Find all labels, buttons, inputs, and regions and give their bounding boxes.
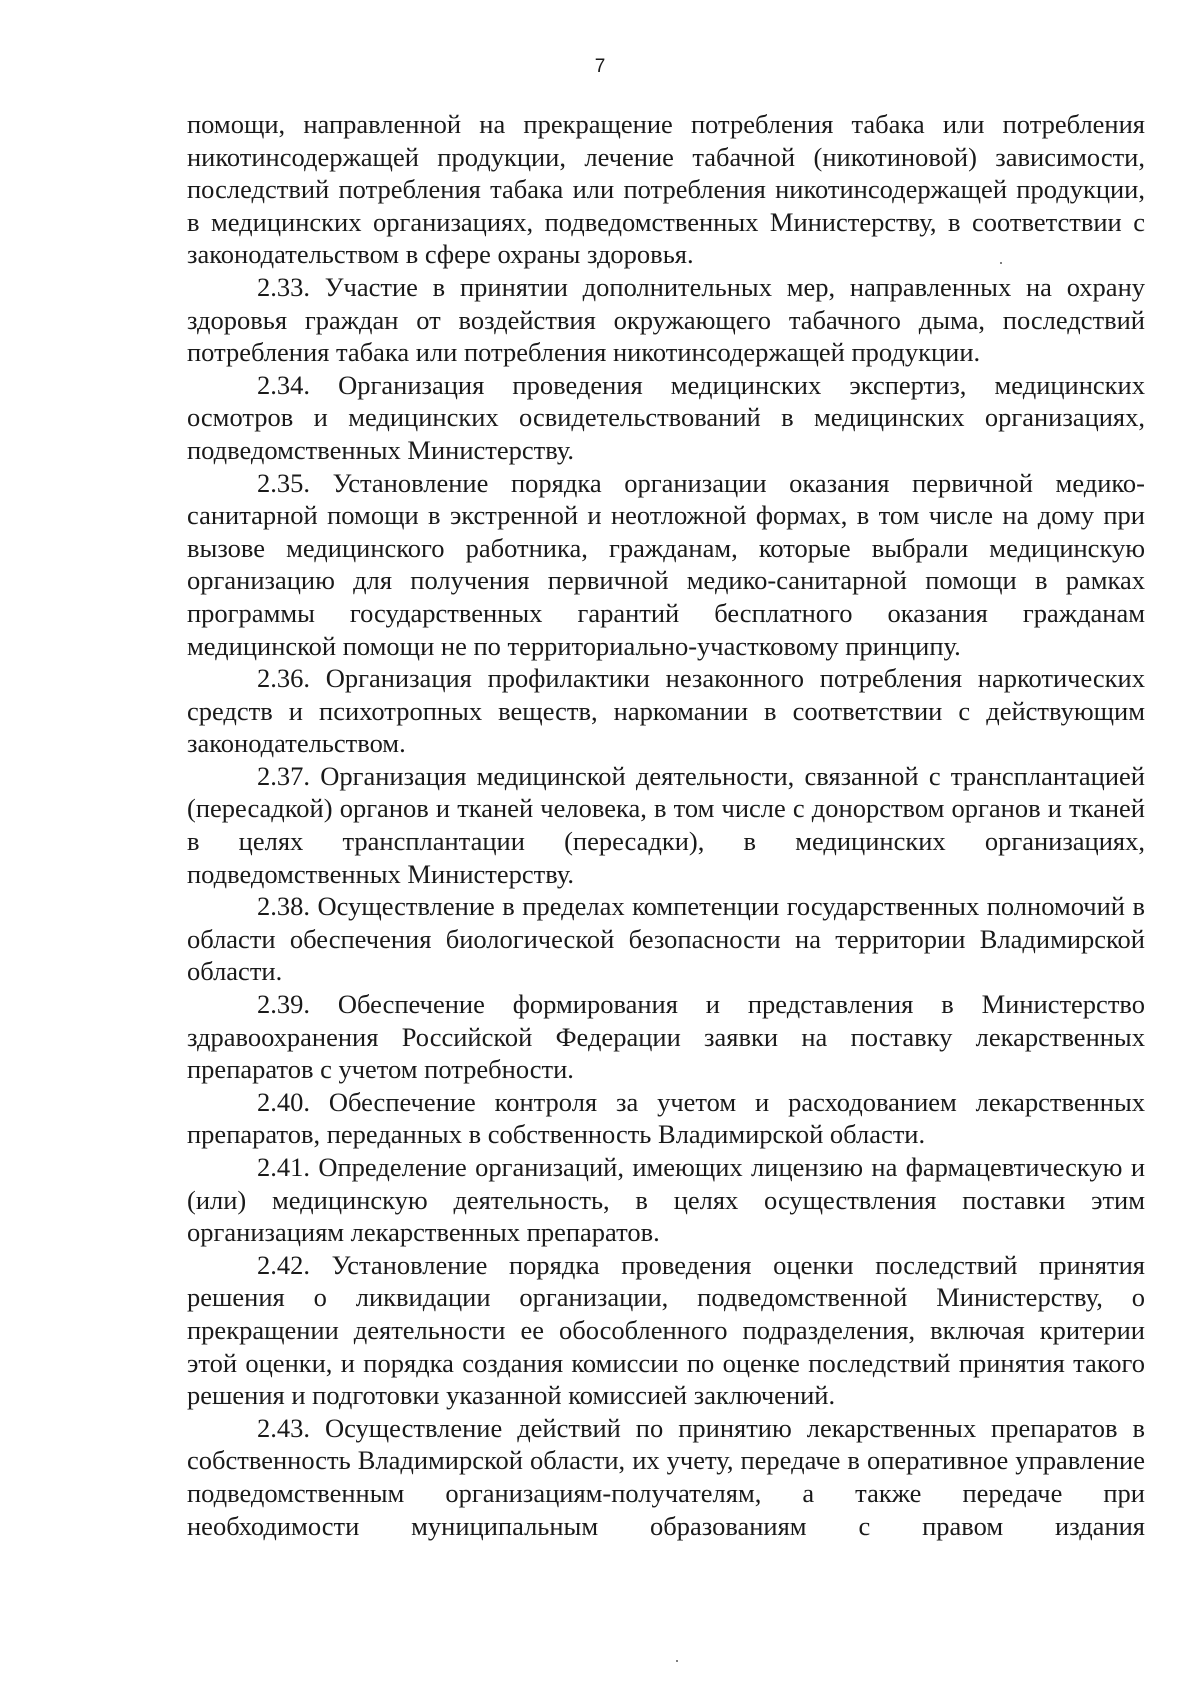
- scan-speck: [676, 1660, 678, 1662]
- paragraph-2-35: 2.35. Установление порядка организации оказания первичной медико-санитарной помощи в экстренной и неотложной формах, в том числе на дому при вызове медицинского работника, гражданам, которые выбрали медицинскую организацию для получения первичной медико-санитарной помощи в рамках программы государственных гарантий бесплатного оказания гражданам медицинской помощи не по территориально-участковому принципу.: [187, 467, 1145, 661]
- paragraph-2-36: 2.36. Организация профилактики незаконного потребления наркотических средств и психотропных веществ, наркомании в соответствии с действующим законодательством.: [187, 663, 1145, 759]
- paragraph-2-42: 2.42. Установление порядка проведения оценки последствий принятия решения о ликвидации организации, подведомственной Министерству, о прекращении деятельности ее обособленного подразделения, включая критерии этой оценки, и порядка создания комиссии по оценке последствий принятия такого решения и подготовки указанной комиссией заключений.: [187, 1249, 1145, 1411]
- paragraph-continuation: помощи, направленной на прекращение потребления табака или потребления никотинсодержащей продукции, лечение табачной (никотиновой) зависимости, последствий потребления табака или потребления никотинсодержащей продукции, в медицинских организациях, подведомственных Министерству, в соответствии с законодательством в сфере охраны здоровья.: [187, 109, 1145, 270]
- paragraph-2-43: 2.43. Осуществление действий по принятию лекарственных препаратов в собственность Владимирской области, их учету, передаче в оперативное управление подведомственным организациям-получателям, а также передаче при необходимости муниципальным образованиям с правом издания: [187, 1412, 1145, 1541]
- paragraph-2-38: 2.38. Осуществление в пределах компетенции государственных полномочий в области обеспечения биологической безопасности на территории Владимирской области.: [187, 891, 1145, 987]
- paragraph-2-37: 2.37. Организация медицинской деятельности, связанной с трансплантацией (пересадкой) органов и тканей человека, в том числе с донорством органов и тканей в целях трансплантации (пересадки), в медицинских организациях, подведомственных Министерству.: [187, 760, 1145, 889]
- paragraph-2-40: 2.40. Обеспечение контроля за учетом и расходованием лекарственных препаратов, переданных в собственность Владимирской области.: [187, 1086, 1145, 1150]
- paragraph-2-33: 2.33. Участие в принятии дополнительных мер, направленных на охрану здоровья граждан от воздействия окружающего табачного дыма, последствий потребления табака или потребления никотинсодержащей продукции.: [187, 271, 1145, 368]
- paragraph-2-34: 2.34. Организация проведения медицинских экспертиз, медицинских осмотров и медицинских освидетельствований в медицинских организациях, подведомственных Министерству.: [187, 369, 1145, 465]
- paragraph-2-39: 2.39. Обеспечение формирования и представления в Министерство здравоохранения Российской Федерации заявки на поставку лекарственных препаратов с учетом потребности.: [187, 989, 1145, 1085]
- page-number: 7: [594, 56, 606, 77]
- paragraph-2-41: 2.41. Определение организаций, имеющих лицензию на фармацевтическую и (или) медицинскую деятельность, в целях осуществления поставки этим организациям лекарственных препаратов.: [187, 1152, 1145, 1248]
- document-body: [187, 108, 1145, 1542]
- scan-speck: [1000, 262, 1002, 264]
